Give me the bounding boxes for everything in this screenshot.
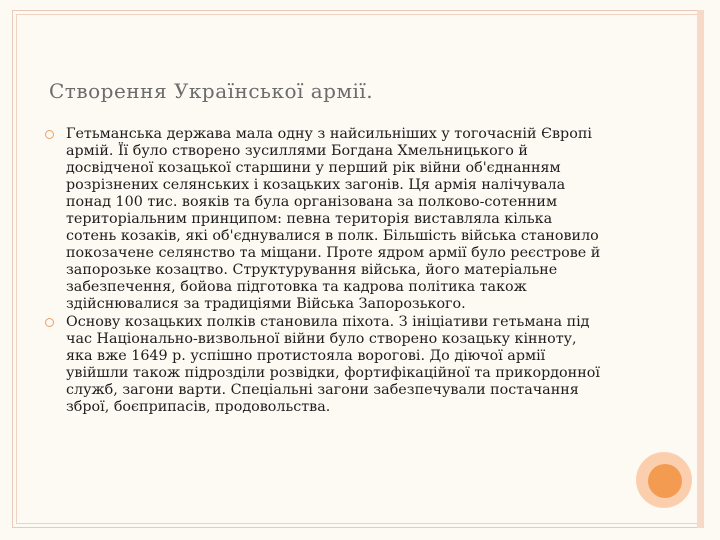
bullet-item	[42, 314, 602, 416]
bullet-text: Основу козацьких полків становила піхота. З ініціативи гетьмана під час Національно-визвольної війни було створено козацьку кінноту, яка вже 1649 р. успішно протистояла ворогові. До діючої армії увійшли також підрозділи розвідки, фортифікаційної та прикордонної служб, загони варти. Спеціальні загони забезпечували постачання зброї, боєприпасів, продовольства.	[66, 314, 600, 415]
bullet-text: Гетьманська держава мала одну з найсильніших у тогочасній Європі армій. Її було створено зусиллями Богдана Хмельницького й досвідченої козацької старшини у перший рік війни об'єднанням розрізнених селянських і козацьких загонів. Ця армія налічувала понад 100 тис. вояків та була організована за полково-сотенним територіальним принципом: певна територія виставляла кілька сотень козаків, які об'єднувалися в полк. Більшість війська становило покозачене селянство та міщани. Проте ядром армії було реєстрове й запорозьке козацтво. Структурування війська, його матеріальне забезпечення, бойова підготовка та кадрова політика також здійснювалися за традиціями Війська Запорозького.	[66, 126, 601, 312]
bullet-circle-icon	[45, 130, 54, 139]
bullet-list	[42, 126, 602, 416]
bullet-item	[42, 126, 602, 313]
decorative-side-band	[697, 10, 704, 528]
slide-title: Створення Української армії.	[49, 79, 374, 103]
decorative-circle-inner	[648, 464, 682, 498]
bullet-circle-icon	[45, 318, 54, 327]
